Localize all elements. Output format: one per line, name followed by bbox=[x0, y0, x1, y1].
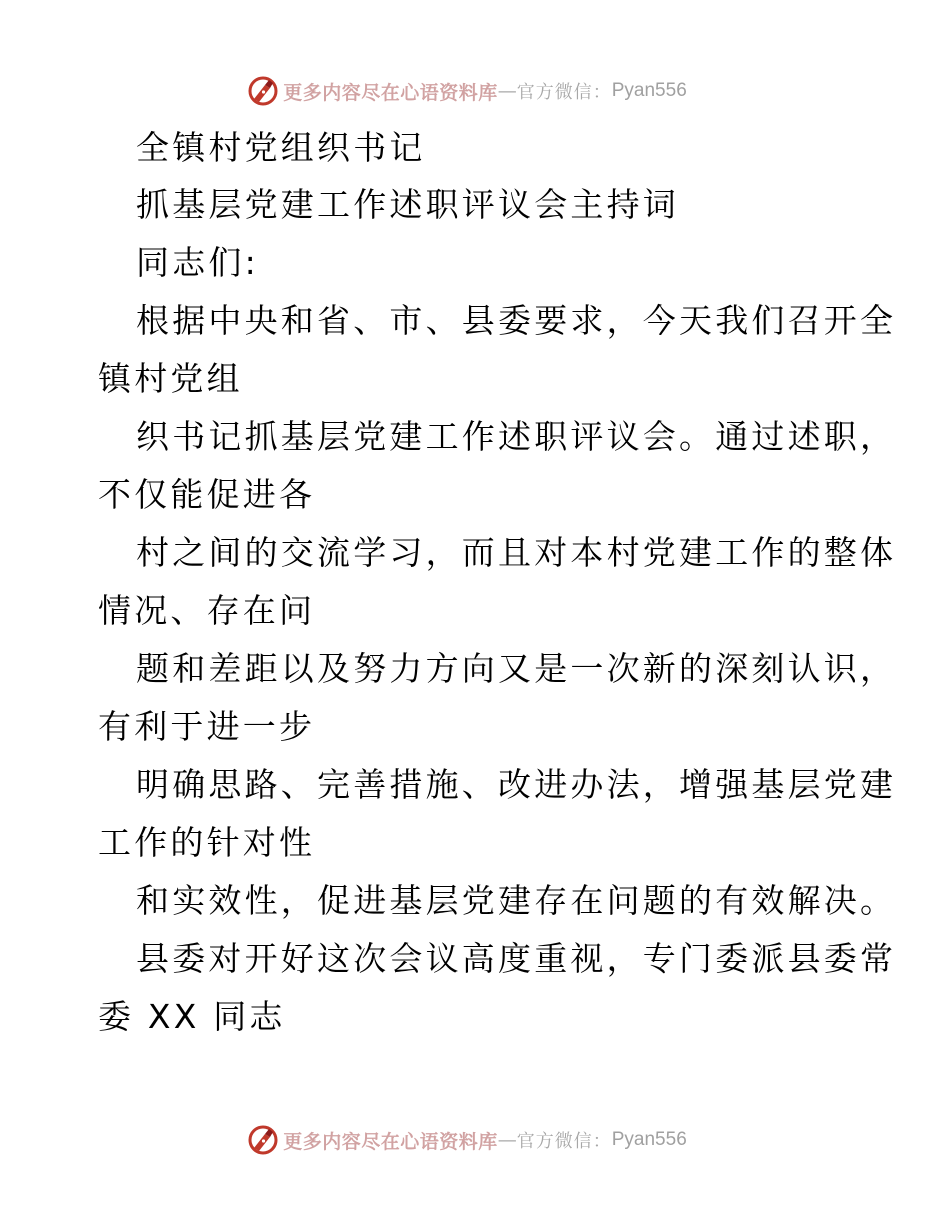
doc-title-line-2: 抓基层党建工作述职评议会主持词 bbox=[136, 185, 679, 224]
watermark-separator: — bbox=[497, 80, 517, 102]
watermark-main-text: 更多内容尽在心语资料库 bbox=[283, 81, 498, 104]
header-watermark bbox=[0, 71, 950, 111]
paragraph-line: 题和差距以及努力方向又是一次新的深刻认识， bbox=[136, 649, 897, 688]
watermark-wechat-label: 官方微信： bbox=[516, 1131, 612, 1152]
pen-nib-circle-icon bbox=[247, 75, 279, 107]
paragraph-line: 不仅能促进各 bbox=[98, 475, 316, 514]
paragraph-line: 和实效性，促进基层党建存在问题的有效解决。 bbox=[136, 881, 897, 920]
watermark-wechat-id: Pyan556 bbox=[611, 80, 687, 101]
paragraph-line: 织书记抓基层党建工作述职评议会。通过述职， bbox=[136, 417, 897, 456]
paragraph-line: 明确思路、完善措施、改进办法，增强基层党建 bbox=[136, 765, 897, 804]
watermark-main-text: 更多内容尽在心语资料库 bbox=[283, 1130, 498, 1153]
watermark-wechat-id: Pyan556 bbox=[611, 1129, 687, 1150]
doc-title-line-1: 全镇村党组织书记 bbox=[136, 128, 426, 167]
watermark-separator: — bbox=[497, 1129, 517, 1151]
paragraph-line: 委 XX 同志 bbox=[98, 997, 286, 1036]
paragraph-line: 镇村党组 bbox=[98, 359, 243, 398]
doc-salutation: 同志们: bbox=[136, 243, 259, 282]
paragraph-line: 工作的针对性 bbox=[98, 823, 316, 862]
paragraph-line: 根据中央和省、市、县委要求，今天我们召开全 bbox=[136, 301, 897, 340]
footer-watermark bbox=[0, 1120, 950, 1160]
paragraph-line: 县委对开好这次会议高度重视，专门委派县委常 bbox=[136, 939, 897, 978]
paragraph-line: 情况、存在问 bbox=[98, 591, 316, 630]
pen-nib-circle-icon bbox=[247, 1124, 279, 1156]
paragraph-line: 有利于进一步 bbox=[98, 707, 316, 746]
paragraph-line: 村之间的交流学习，而且对本村党建工作的整体 bbox=[136, 533, 897, 572]
watermark-wechat-label: 官方微信： bbox=[516, 82, 612, 103]
